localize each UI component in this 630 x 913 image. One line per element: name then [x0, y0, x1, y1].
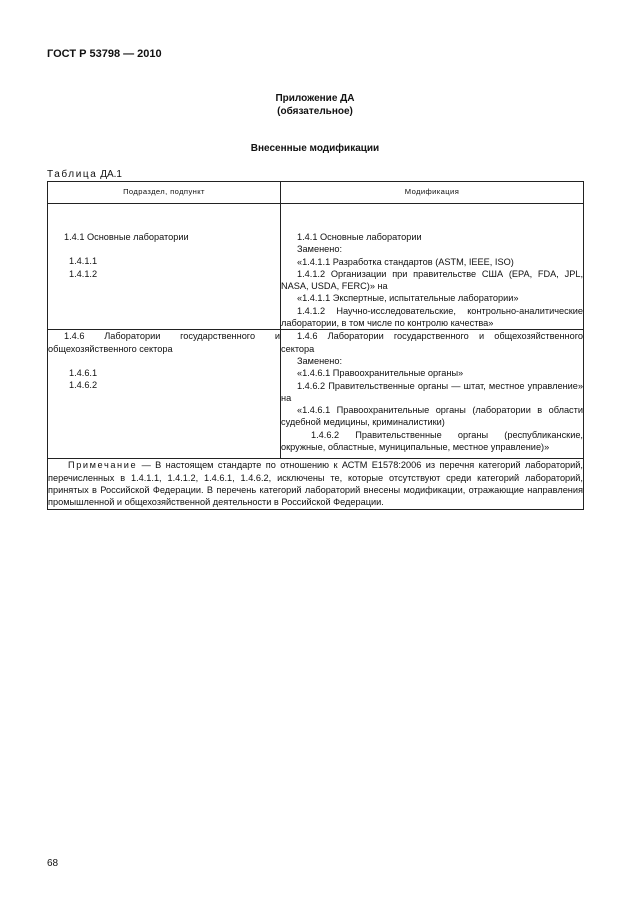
row2-mod-line: 1.4.6.2 Правительственные органы — штат, местное управление» на: [281, 380, 583, 403]
modifications-table: [47, 181, 584, 510]
table-row: [48, 330, 584, 459]
row2-mod-line: Заменено:: [297, 355, 343, 366]
row1-mod-line: «1.4.1.1 Разработка стандартов (ASTM, IEEE, ISO): [297, 256, 514, 267]
row2-modification-cell: [281, 330, 584, 459]
table-note: [48, 459, 584, 509]
document-header: ГОСТ Р 53798 — 2010: [47, 48, 162, 60]
row2-subsection-title: 1.4.6 Лаборатории государственного и общехозяйственного сектора: [48, 331, 280, 354]
note-text: — В настоящем стандарте по отношению к АСТМ Е1578:2006 из перечня категорий лабораторий, перечисленных в 1.4.1.1, 1.4.1.2, 1.4.6.1, 1.4.6.2, исключены те, которые отсутствуют среди категорий лабораторий, принятых в Российской Федерации. В перечень категорий лабораторий внесены модификации, отражающие направления промышленной и общехозяйственной деятельности в Российской Федерации.: [48, 460, 583, 508]
table-caption: [47, 169, 122, 180]
page-number: 68: [47, 858, 59, 869]
row1-item: 1.4.1.2: [69, 268, 98, 279]
row1-subsection-cell: [48, 204, 281, 330]
row2-mod-line: 1.4.6 Лаборатории государственного и общехозяйственного сектора: [281, 331, 583, 354]
row2-mod-line: «1.4.6.1 Правоохранительные органы»: [297, 368, 464, 379]
row1-mod-line: 1.4.1 Основные лаборатории: [297, 232, 422, 242]
annex-title: Приложение ДА: [275, 93, 355, 104]
row1-mod-line: «1.4.1.1 Экспертные, испытательные лаборатории»: [297, 293, 519, 304]
row2-item: 1.4.6.1: [69, 367, 98, 378]
row1-mod-line: Заменено:: [297, 244, 343, 255]
row1-mod-line: 1.4.1.2 Организации при правительстве США (EPA, FDA, JPL, NASA, USDA, FERC)» на: [281, 268, 583, 292]
table-header-row: [48, 182, 584, 204]
column-header-modification: Модификация: [281, 182, 584, 204]
row2-item: 1.4.6.2: [69, 380, 98, 391]
annex-status: (обязательное): [277, 106, 353, 117]
row1-item: 1.4.1.1: [69, 256, 98, 267]
table-note-row: [48, 459, 584, 509]
table-caption-number: ДА.1: [100, 169, 122, 180]
annex-heading: Внесенные модификации: [250, 143, 380, 154]
row1-subsection-title: 1.4.1 Основные лаборатории: [64, 232, 189, 242]
table-row: [48, 204, 584, 330]
table-caption-word: Таблица: [47, 169, 98, 180]
column-header-subsection: Подраздел, подпункт: [48, 182, 281, 204]
note-label: Примечание: [68, 460, 138, 471]
row1-mod-line: 1.4.1.2 Научно-исследовательские, контрольно-аналитические лаборатории, в том числе по контролю качества»: [281, 305, 583, 329]
row1-modification-cell: [281, 204, 584, 330]
row2-mod-line: «1.4.6.1 Правоохранительные органы (лаборатории в области судебной медицины, криминалистики): [281, 405, 583, 428]
row2-subsection-cell: [48, 330, 281, 459]
row2-mod-line: 1.4.6.2 Правительственные органы (республиканские, окружные, областные, муниципальные, местное управление)»: [281, 429, 583, 453]
